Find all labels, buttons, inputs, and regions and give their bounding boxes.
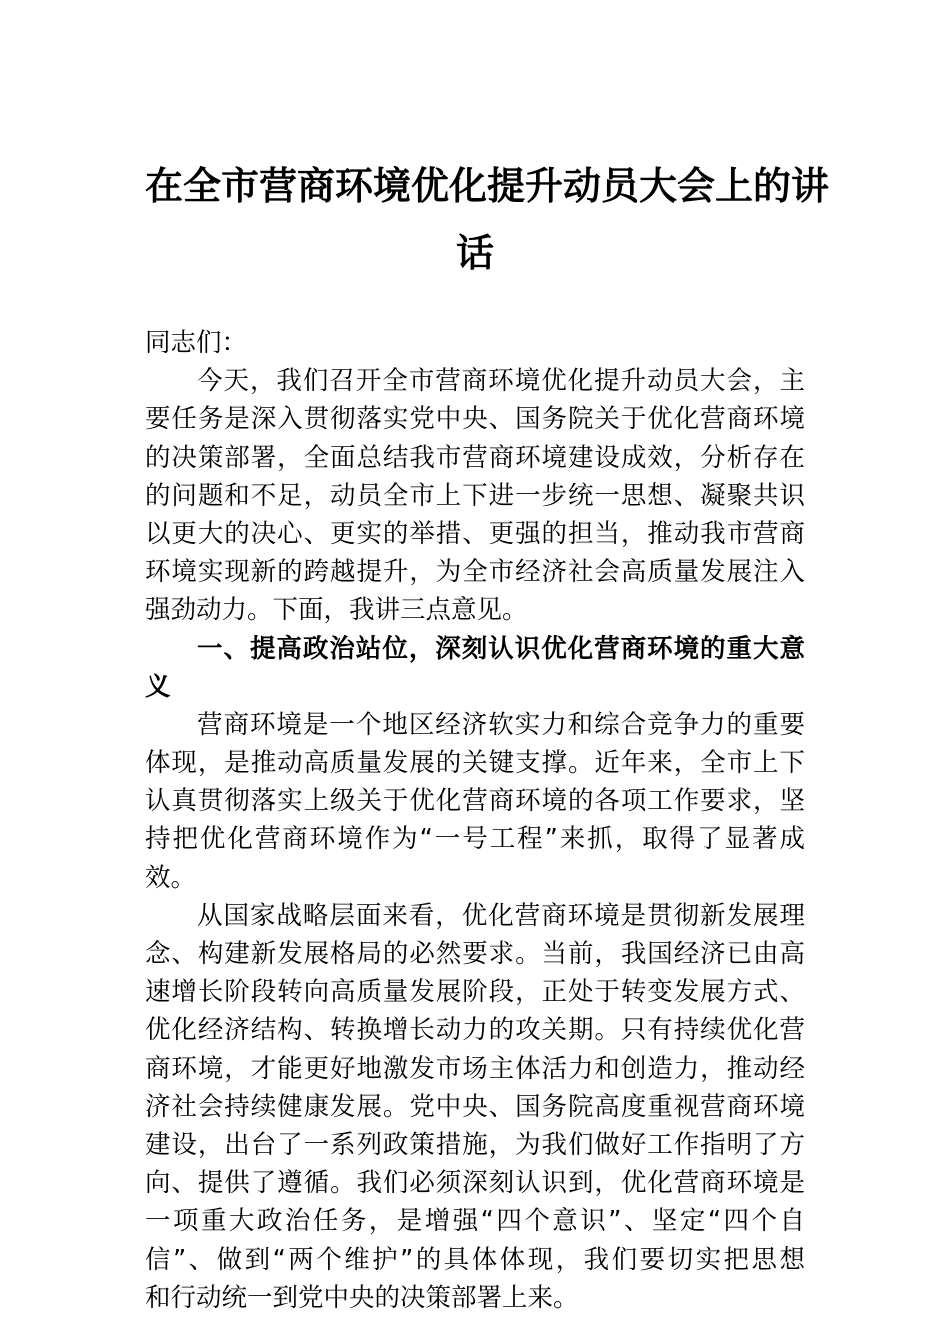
paragraph-line: 强劲动力。下面，我讲三点意见。: [145, 595, 528, 626]
paragraph-line: 和行动统一到党中央的决策部署上来。: [145, 1282, 579, 1313]
paragraph-line: 一项重大政治任务，是增强“四个意识”、坚定“四个自: [145, 1206, 805, 1237]
document-body: [145, 324, 805, 1317]
paragraph-line: 建设，出台了一系列政策措施，为我们做好工作指明了方: [145, 1129, 805, 1160]
paragraph-line: 今天，我们召开全市营商环境优化提升动员大会，主: [197, 366, 805, 397]
paragraph-line: 从国家战略层面来看，优化营商环境是贯彻新发展理: [197, 900, 805, 931]
paragraph-line: 信”、做到“两个维护”的具体体现，我们要切实把思想: [145, 1244, 805, 1275]
salutation: 同志们：: [145, 328, 248, 358]
paragraph-line: 速增长阶段转向高质量发展阶段，正处于转变发展方式、: [145, 977, 805, 1008]
paragraph-line: 的决策部署，全面总结我市营商环境建设成效，分析存在: [145, 442, 805, 473]
paragraph-line: 济社会持续健康发展。党中央、国务院高度重视营商环境: [145, 1091, 805, 1122]
paragraph-line: 环境实现新的跨越提升，为全市经济社会高质量发展注入: [145, 557, 805, 588]
document-title-line-2: 话: [455, 230, 494, 275]
paragraph-line: 优化经济结构、转换增长动力的攻关期。只有持续优化营: [145, 1015, 805, 1046]
paragraph-line: 向、提供了遵循。我们必须深刻认识到，优化营商环境是: [145, 1168, 805, 1199]
paragraph-line: 持把优化营商环境作为“一号工程”来抓，取得了显著成: [145, 824, 805, 855]
paragraph-line: 营商环境是一个地区经济软实力和综合竞争力的重要: [197, 709, 805, 740]
paragraph-line: 体现，是推动高质量发展的关键支撑。近年来，全市上下: [145, 748, 805, 779]
paragraph-line: 以更大的决心、更实的举措、更强的担当，推动我市营商: [145, 518, 805, 549]
paragraph-line: 要任务是深入贯彻落实党中央、国务院关于优化营商环境: [145, 404, 805, 435]
document-title-line-1: 在全市营商环境优化提升动员大会上的讲: [145, 163, 830, 208]
paragraph-line: 认真贯彻落实上级关于优化营商环境的各项工作要求，坚: [145, 786, 805, 817]
section-heading-line: 一、提高政治站位，深刻认识优化营商环境的重大意: [197, 633, 805, 664]
body-lines: [145, 362, 805, 1317]
paragraph-line: 念、构建新发展格局的必然要求。当前，我国经济已由高: [145, 939, 805, 969]
paragraph-line: 的问题和不足，动员全市上下进一步统一思想、凝聚共识: [145, 480, 805, 511]
paragraph-line: 效。: [145, 862, 197, 893]
section-heading-line: 义: [145, 671, 171, 702]
paragraph-line: 商环境，才能更好地激发市场主体活力和创造力，推动经: [145, 1053, 805, 1084]
